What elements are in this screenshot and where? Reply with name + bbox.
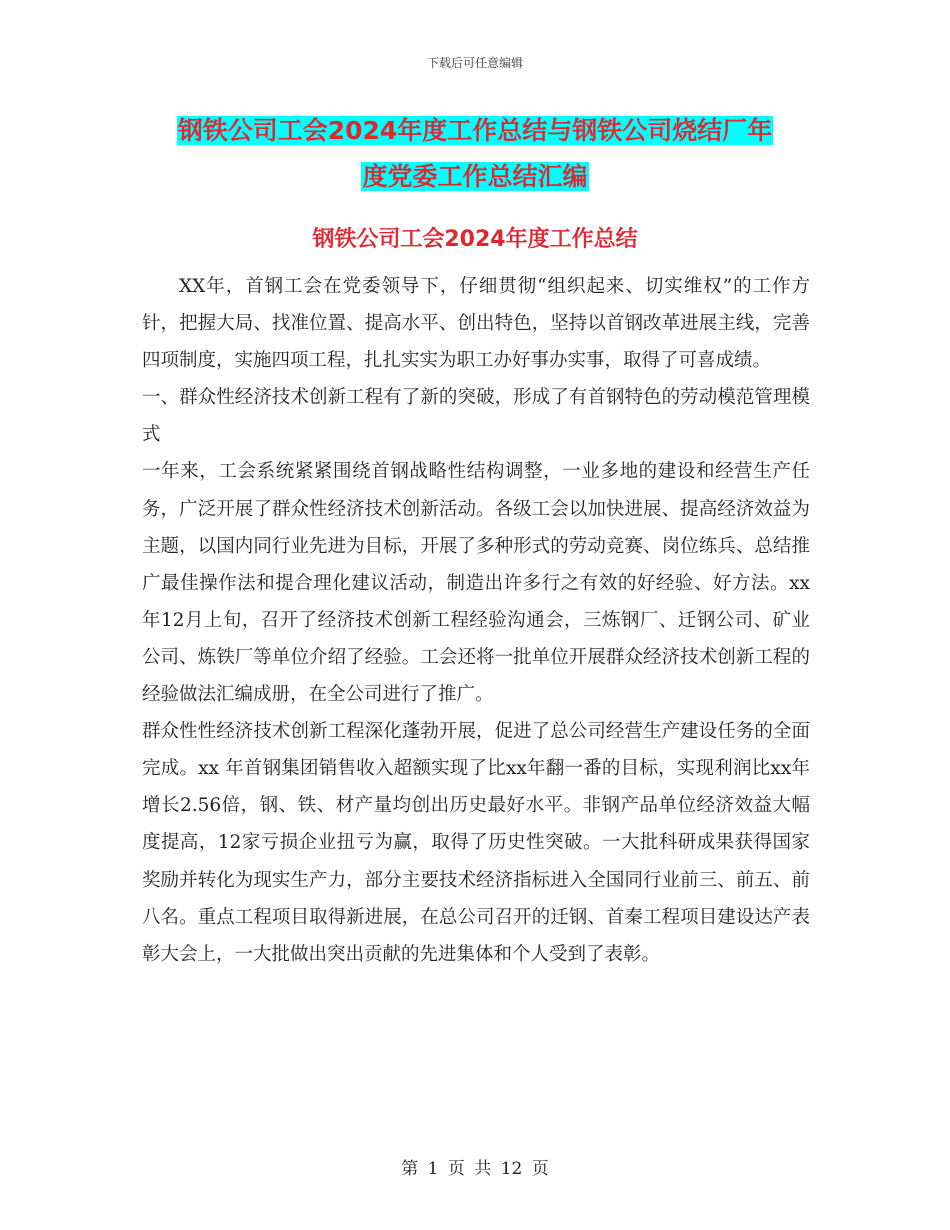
- document-title-line-2: 度党委工作总结汇编: [362, 162, 588, 191]
- page-header-note: 下载后可任意编辑: [426, 56, 523, 70]
- paragraph-heading-one: 一、群众性经济技术创新工程有了新的突破，形成了有首钢特色的劳动模范管理模式: [142, 387, 810, 446]
- paragraph-body: 一年来，工会系统紧紧围绕首钢战略性结构调整，一业多地的建设和经营生产任务，广泛开展了群众性经济技术创新活动。各级工会以加快进展、提高经济效益为主题，以国内同行业先进为目标，开展了多种形式的劳动竞赛、岗位练兵、总结推广最佳操作法和提合理化建议活动，制造出许多行之有效的好经验、好方法。xx年12月上旬，召开了经济技术创新工程经验沟通会，三炼钢厂、迁钢公司、矿业公司、炼铁厂等单位介绍了经验。工会还将一批单位开展群众经济技术创新工程的经验做法汇编成册，在全公司进行了推广。: [142, 461, 810, 706]
- section-title: 钢铁公司工会2024年度工作总结: [312, 227, 638, 252]
- document-title: [0, 108, 950, 200]
- body-text: [142, 268, 810, 973]
- page-number-footer: 第 1 页 共 12 页: [401, 1159, 549, 1179]
- paragraph-body: 群众性性经济技术创新工程深化蓬勃开展，促进了总公司经营生产建设任务的全面完成。xx 年首钢集团销售收入超额实现了比xx年翻一番的目标，实现利润比xx年增长2.56倍，钢、铁、材产量均创出历史最好水平。非钢产品单位经济效益大幅度提高，12家亏损企业扭亏为赢，取得了历史性突破。一大批科研成果获得国家奖励并转化为现实生产力，部分主要技术经济指标进入全国同行业前三、前五、前八名。重点工程项目取得新进展，在总公司召开的迁钢、首秦工程项目建设达产表彰大会上，一大批做出突出贡献的先进集体和个人受到了表彰。: [142, 721, 810, 965]
- document-title-line-1: 钢铁公司工会2024年度工作总结与钢铁公司烧结厂年: [177, 116, 773, 145]
- paragraph-intro: XX年，首钢工会在党委领导下，仔细贯彻“组织起来、切实维权”的工作方针，把握大局、找准位置、提高水平、创出特色，坚持以首钢改革进展主线，完善四项制度，实施四项工程，扎扎实实为职工办好事办实事，取得了可喜成绩。: [142, 276, 810, 372]
